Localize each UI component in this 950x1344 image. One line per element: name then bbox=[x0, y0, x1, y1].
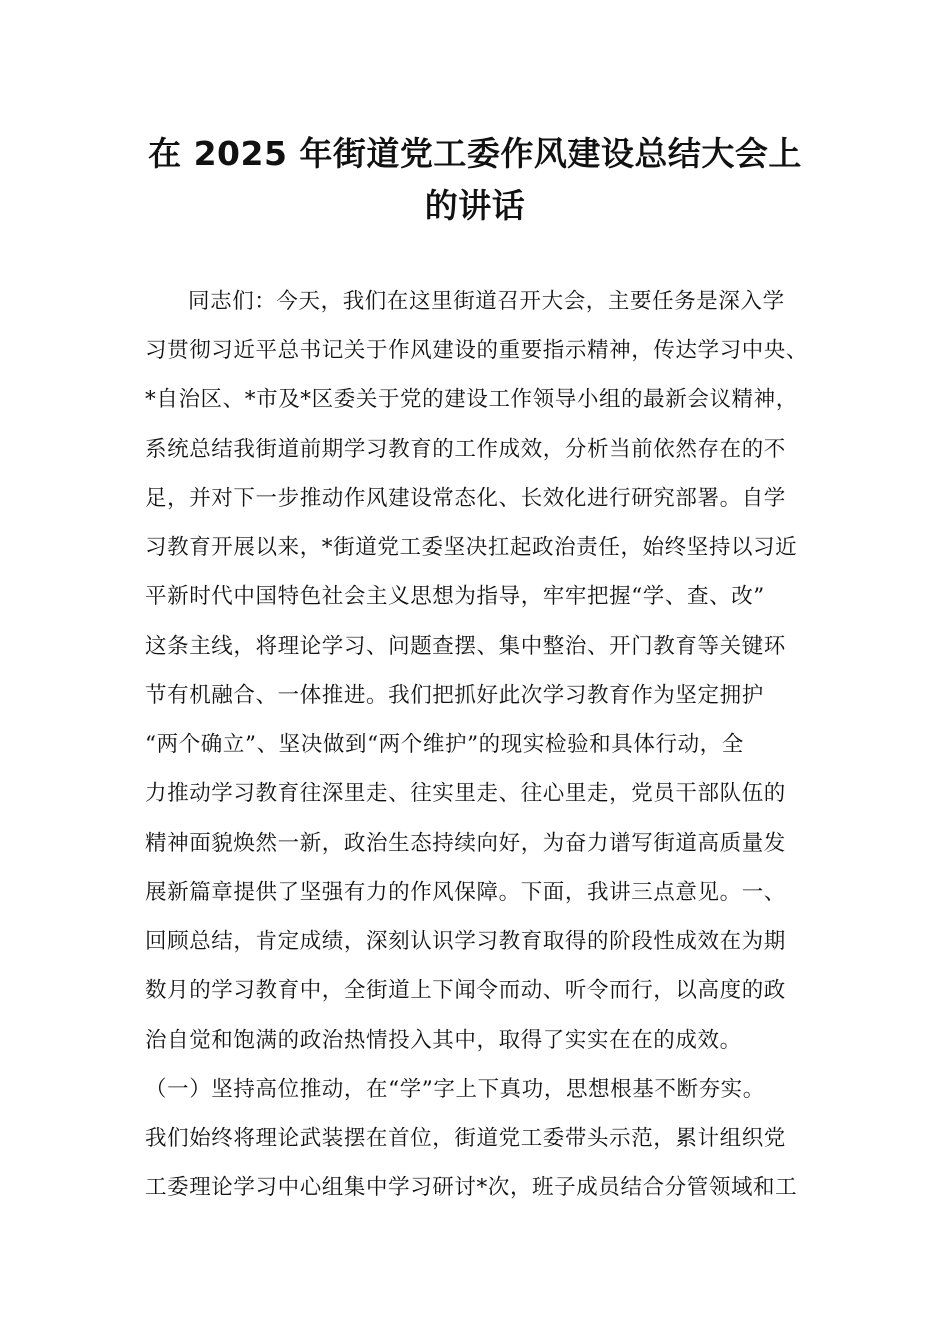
body-line: 精神面貌焕然一新，政治生态持续向好，为奋力谱写街道高质量发 bbox=[145, 831, 786, 856]
body-line: *自治区、*市及*区委关于党的建设工作领导小组的最新会议精神， bbox=[145, 387, 798, 412]
body-line: 这条主线，将理论学习、问题查摆、集中整治、开门教育等关键环 bbox=[145, 634, 786, 659]
body-line: 系统总结我街道前期学习教育的工作成效，分析当前依然存在的不 bbox=[145, 437, 786, 462]
body-line: 工委理论学习中心组集中学习研讨*次，班子成员结合分管领域和工 bbox=[145, 1175, 798, 1200]
body-line: 平新时代中国特色社会主义思想为指导，牢牢把握“学、查、改” bbox=[145, 584, 765, 609]
body-line: 展新篇章提供了坚强有力的作风保障。下面，我讲三点意见。一、 bbox=[145, 880, 786, 905]
body-line: 节有机融合、一体推进。我们把抓好此次学习教育作为坚定拥护 bbox=[145, 683, 764, 708]
body-line: 足，并对下一步推动作风建设常态化、长效化进行研究部署。自学 bbox=[145, 486, 786, 511]
title-line-2: 的讲话 bbox=[424, 186, 526, 225]
body-line: 习贯彻习近平总书记关于作风建设的重要指示精神，传达学习中央、 bbox=[145, 338, 809, 363]
document-title bbox=[120, 128, 830, 232]
body-line: “两个确立”、坚决做到“两个维护”的现实检验和具体行动，全 bbox=[145, 732, 744, 757]
body-line: 数月的学习教育中，全街道上下闻令而动、听令而行，以高度的政 bbox=[145, 978, 786, 1003]
body-line: （一）坚持高位推动，在“学”字上下真功，思想根基不断夯实。 bbox=[145, 1077, 765, 1102]
body-line: 力推动学习教育往深里走、往实里走、往心里走，党员干部队伍的 bbox=[145, 781, 786, 806]
body-line: 习教育开展以来，*街道党工委坚决扛起政治责任，始终坚持以习近 bbox=[145, 535, 798, 560]
body-line: 回顾总结，肯定成绩，深刻认识学习教育取得的阶段性成效在为期 bbox=[145, 929, 786, 954]
body-line: 我们始终将理论武装摆在首位，街道党工委带头示范，累计组织党 bbox=[145, 1126, 786, 1151]
title-line-1: 在 2025 年街道党工委作风建设总结大会上 bbox=[148, 134, 802, 173]
body-line: 治自觉和饱满的政治热情投入其中，取得了实实在在的成效。 bbox=[145, 1028, 742, 1053]
body-line: 同志们：今天，我们在这里街道召开大会，主要任务是深入学 bbox=[188, 289, 785, 314]
